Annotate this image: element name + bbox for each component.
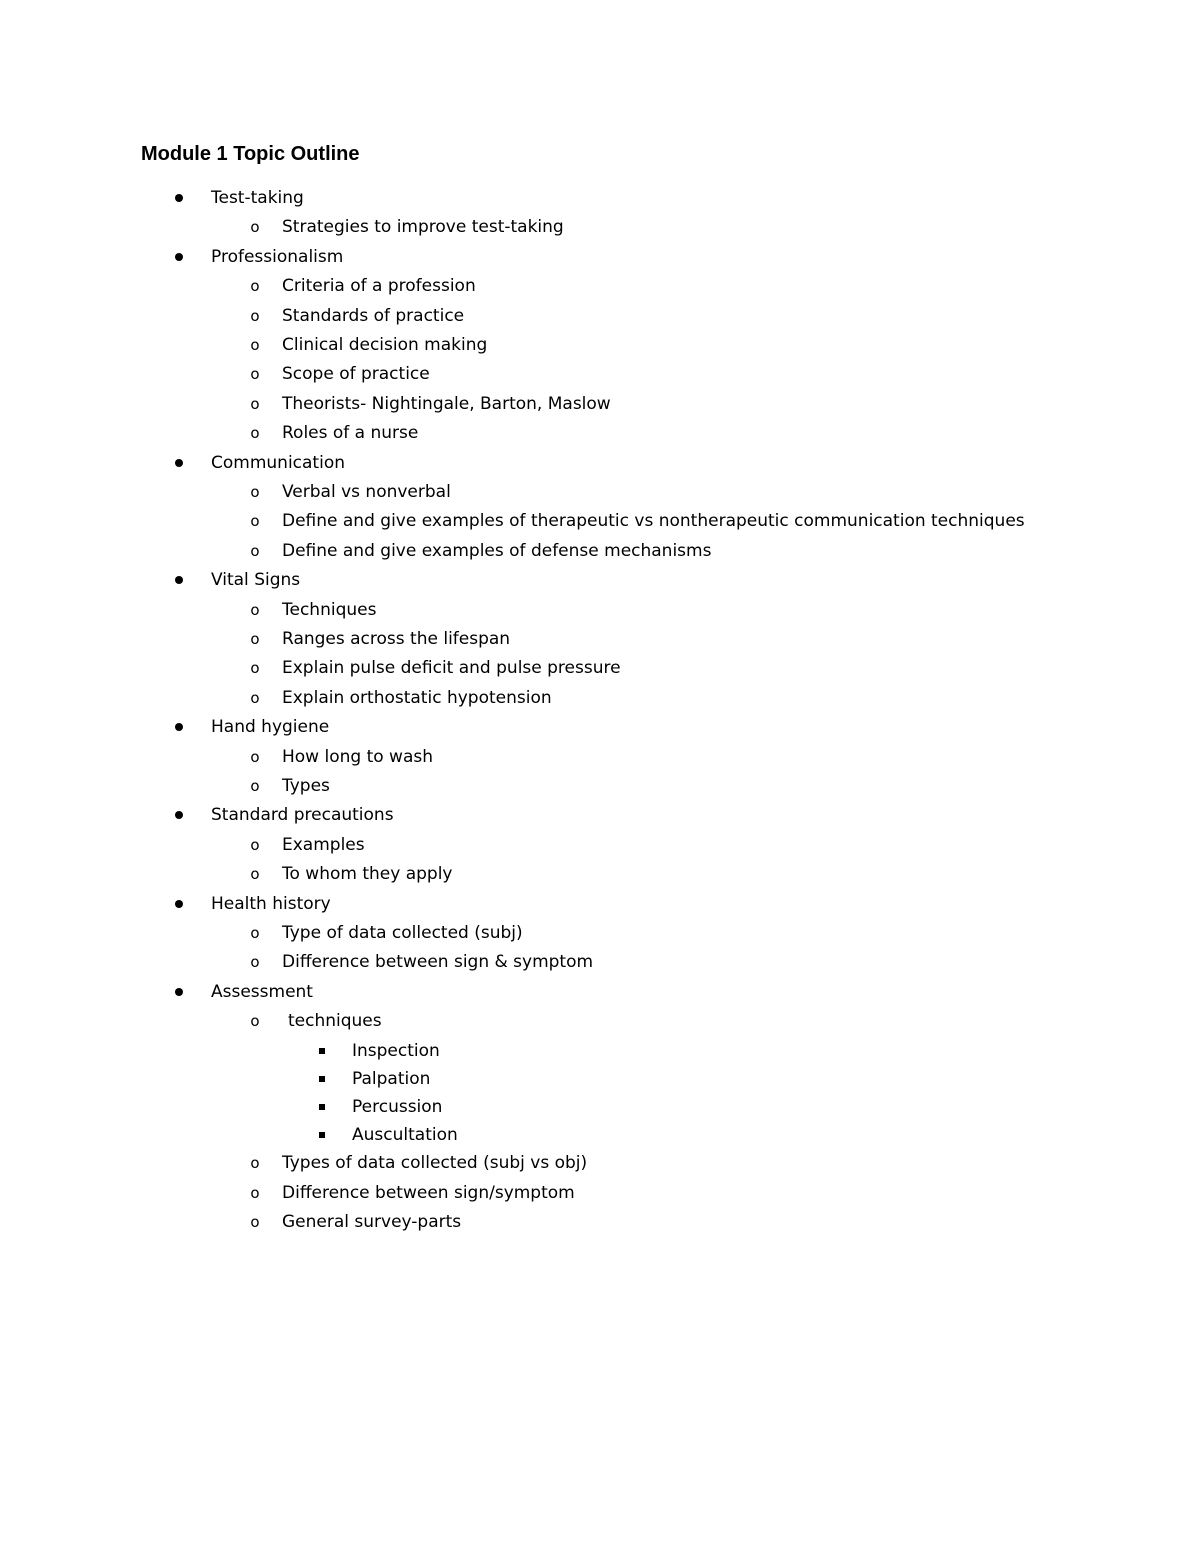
circle-bullet-icon: o xyxy=(250,218,260,236)
outline-item-label: Assessment xyxy=(211,982,313,1002)
outline-item-level-1 xyxy=(0,242,1200,272)
outline-item-level-2 xyxy=(0,271,1200,301)
bullet-icon xyxy=(175,811,183,819)
outline-item-label: Strategies to improve test-taking xyxy=(282,217,564,237)
outline-item-label: Difference between sign/symptom xyxy=(282,1183,575,1203)
outline-item-level-3 xyxy=(0,1120,1200,1150)
outline-item-level-2 xyxy=(0,653,1200,683)
outline-item-level-1 xyxy=(0,448,1200,478)
outline-item-level-1 xyxy=(0,977,1200,1007)
outline-item-label: Techniques xyxy=(282,600,377,620)
outline-item-level-1 xyxy=(0,183,1200,213)
square-bullet-icon xyxy=(319,1132,325,1138)
outline-item-label: Verbal vs nonverbal xyxy=(282,482,451,502)
outline-item-label: Standards of practice xyxy=(282,306,465,326)
circle-bullet-icon: o xyxy=(250,630,260,648)
circle-bullet-icon: o xyxy=(250,924,260,942)
square-bullet-icon xyxy=(319,1048,325,1054)
outline-item-level-3 xyxy=(0,1064,1200,1094)
outline-item-label: Palpation xyxy=(352,1069,431,1089)
outline-item-level-3 xyxy=(0,1036,1200,1066)
outline-item-label: Standard precautions xyxy=(211,805,394,825)
outline-item-level-2 xyxy=(0,742,1200,772)
outline-item-level-3 xyxy=(0,1092,1200,1122)
outline-item-level-2 xyxy=(0,624,1200,654)
outline-item-label: Professionalism xyxy=(211,247,344,267)
outline-item-label: Communication xyxy=(211,453,345,473)
outline-item-level-2 xyxy=(0,771,1200,801)
bullet-icon xyxy=(175,723,183,731)
outline-item-label: techniques xyxy=(288,1011,382,1031)
outline-item-level-2 xyxy=(0,1178,1200,1208)
outline-item-level-2 xyxy=(0,830,1200,860)
square-bullet-icon xyxy=(319,1076,325,1082)
outline-item-level-2 xyxy=(0,359,1200,389)
circle-bullet-icon: o xyxy=(250,1184,260,1202)
outline-item-label: Explain orthostatic hypotension xyxy=(282,688,552,708)
circle-bullet-icon: o xyxy=(250,601,260,619)
circle-bullet-icon: o xyxy=(250,483,260,501)
outline-item-label: To whom they apply xyxy=(282,864,453,884)
bullet-icon xyxy=(175,194,183,202)
outline-item-label: Explain pulse deficit and pulse pressure xyxy=(282,658,621,678)
outline-item-level-2 xyxy=(0,918,1200,948)
outline-item-label: Roles of a nurse xyxy=(282,423,419,443)
outline-item-label: Theorists- Nightingale, Barton, Maslow xyxy=(282,394,611,414)
circle-bullet-icon: o xyxy=(250,1154,260,1172)
bullet-icon xyxy=(175,459,183,467)
outline-item-label: Types of data collected (subj vs obj) xyxy=(282,1153,588,1173)
outline-item-level-1 xyxy=(0,800,1200,830)
circle-bullet-icon: o xyxy=(250,659,260,677)
outline-item-label: Define and give examples of defense mechanisms xyxy=(282,541,712,561)
outline-item-level-1 xyxy=(0,712,1200,742)
circle-bullet-icon: o xyxy=(250,395,260,413)
outline-item-label: Vital Signs xyxy=(211,570,301,590)
outline-item-level-2 xyxy=(0,1148,1200,1178)
outline-item-label: Difference between sign & symptom xyxy=(282,952,594,972)
circle-bullet-icon: o xyxy=(250,953,260,971)
circle-bullet-icon: o xyxy=(250,512,260,530)
outline-item-level-2 xyxy=(0,506,1200,536)
circle-bullet-icon: o xyxy=(250,865,260,883)
circle-bullet-icon: o xyxy=(250,689,260,707)
outline-item-level-2 xyxy=(0,859,1200,889)
bullet-icon xyxy=(175,900,183,908)
circle-bullet-icon: o xyxy=(250,836,260,854)
outline-item-level-1 xyxy=(0,889,1200,919)
page-title: Module 1 Topic Outline xyxy=(141,143,360,165)
outline-item-level-2 xyxy=(0,536,1200,566)
outline-item-label: Health history xyxy=(211,894,331,914)
outline-item-label: Clinical decision making xyxy=(282,335,488,355)
outline-item-label: Scope of practice xyxy=(282,364,430,384)
outline-item-level-2 xyxy=(0,418,1200,448)
outline-item-label: Criteria of a profession xyxy=(282,276,476,296)
outline-item-level-2 xyxy=(0,330,1200,360)
outline-item-label: Define and give examples of therapeutic vs nontherapeutic communication techniques xyxy=(282,511,1025,531)
outline-item-level-2 xyxy=(0,1207,1200,1237)
circle-bullet-icon: o xyxy=(250,365,260,383)
outline-item-level-2 xyxy=(0,212,1200,242)
outline-item-level-2 xyxy=(0,1006,1200,1036)
outline-item-level-2 xyxy=(0,595,1200,625)
circle-bullet-icon: o xyxy=(250,777,260,795)
outline-item-label: Ranges across the lifespan xyxy=(282,629,511,649)
circle-bullet-icon: o xyxy=(250,307,260,325)
bullet-icon xyxy=(175,253,183,261)
outline-item-label: General survey-parts xyxy=(282,1212,462,1232)
outline-item-label: Examples xyxy=(282,835,365,855)
circle-bullet-icon: o xyxy=(250,542,260,560)
circle-bullet-icon: o xyxy=(250,424,260,442)
bullet-icon xyxy=(175,576,183,584)
circle-bullet-icon: o xyxy=(250,277,260,295)
outline-item-level-2 xyxy=(0,301,1200,331)
outline-item-level-2 xyxy=(0,947,1200,977)
bullet-icon xyxy=(175,988,183,996)
outline-item-label: Type of data collected (subj) xyxy=(282,923,523,943)
outline-item-level-2 xyxy=(0,389,1200,419)
outline-item-label: How long to wash xyxy=(282,747,434,767)
outline-item-label: Test-taking xyxy=(211,188,304,208)
outline-item-level-1 xyxy=(0,565,1200,595)
circle-bullet-icon: o xyxy=(250,1213,260,1231)
outline-item-label: Percussion xyxy=(352,1097,443,1117)
outline-item-label: Types xyxy=(282,776,330,796)
outline-item-level-2 xyxy=(0,683,1200,713)
square-bullet-icon xyxy=(319,1104,325,1110)
outline-item-level-2 xyxy=(0,477,1200,507)
circle-bullet-icon: o xyxy=(250,1012,260,1030)
circle-bullet-icon: o xyxy=(250,748,260,766)
circle-bullet-icon: o xyxy=(250,336,260,354)
outline-item-label: Hand hygiene xyxy=(211,717,330,737)
outline-item-label: Inspection xyxy=(352,1041,440,1061)
outline-item-label: Auscultation xyxy=(352,1125,458,1145)
